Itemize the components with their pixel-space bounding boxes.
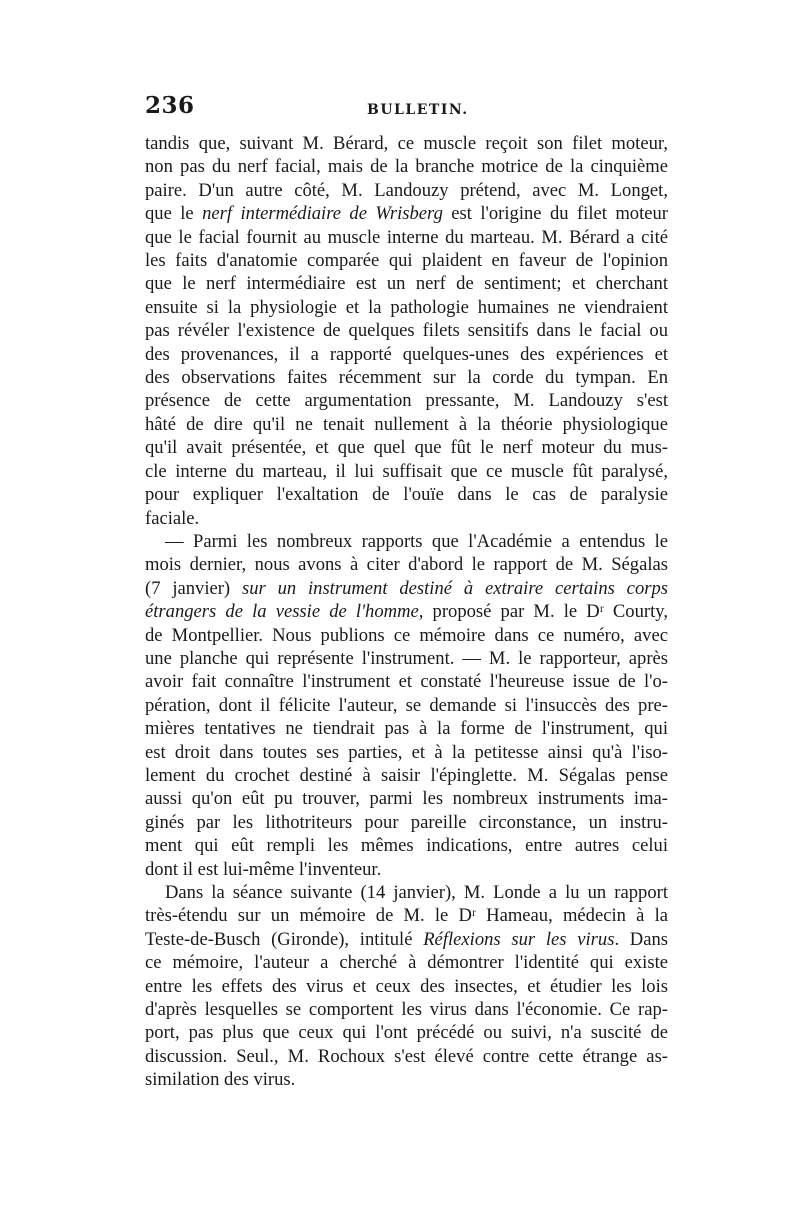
text-line: cle interne du marteau, il lui suffisait que ce muscle fût paralysé, xyxy=(145,460,668,482)
text-line xyxy=(145,928,668,951)
text-run: Teste-de-Busch (Gironde), intitulé xyxy=(145,928,424,950)
text-line: est droit dans toutes ses parties, et à la petitesse ainsi qu'à l'iso- xyxy=(145,741,668,763)
body-text xyxy=(145,132,668,1092)
text-line: une planche qui représente l'instrument. — M. le rapporteur, après xyxy=(145,647,668,669)
text-line: d'après lesquelles se comportent les virus dans l'économie. Ce rap- xyxy=(145,999,668,1021)
text-line: mois dernier, nous avons à citer d'abord le rapport de M. Ségalas xyxy=(145,554,668,576)
page-header xyxy=(145,92,668,132)
text-line: ginés par les lithotriteurs pour pareille circonstance, un instru- xyxy=(145,811,668,833)
text-line: paire. D'un autre côté, M. Landouzy prétend, avec M. Longet, xyxy=(145,179,668,201)
text-run: que le xyxy=(145,203,203,225)
text-line: pour expliquer l'exaltation de l'ouïe dans le cas de paralysie xyxy=(145,484,668,506)
text-line xyxy=(145,577,668,600)
text-line: pas révéler l'existence de quelques filets sensitifs dans le facial ou xyxy=(145,320,668,342)
text-line: non pas du nerf facial, mais de la branche motrice de la cinquième xyxy=(145,156,668,178)
text-line: hâté de dire qu'il ne tenait nullement à la théorie physiologique xyxy=(145,413,668,435)
italic-title: étrangers de la vessie de l'homme, xyxy=(145,601,424,623)
text-run: est l'origine du filet moteur xyxy=(442,203,668,225)
text-run: (7 janvier) xyxy=(145,577,242,599)
text-run: . Dans xyxy=(614,928,669,950)
text-line: ensuite si la physiologie et la pathologie humaines ne viendraient xyxy=(145,296,668,318)
text-line: port, pas plus que ceux qui l'ont précédé ou suivi, n'a suscité de xyxy=(145,1022,668,1044)
text-line: ment qui eût rempli les mêmes indications, entre autres celui xyxy=(145,835,668,857)
text-line: discussion. Seul., M. Rochoux s'est élevé contre cette étrange as- xyxy=(145,1045,668,1067)
text-line: qu'il avait présentée, et que quel que fût le nerf moteur du mus- xyxy=(145,437,668,459)
text-line: lement du crochet destiné à saisir l'épinglette. M. Ségalas pense xyxy=(145,764,668,786)
italic-title: nerf intermédiaire de Wrisberg xyxy=(202,203,443,225)
paragraph xyxy=(145,881,668,1092)
text-line: entre les effets des virus et ceux des insectes, et étudier les lois xyxy=(145,975,668,997)
text-line: très-étendu sur un mémoire de M. le Dʳ Hameau, médecin à la xyxy=(145,905,668,927)
text-line: similation des virus. xyxy=(145,1069,296,1091)
text-line: aussi qu'on eût pu trouver, parmi les nombreux instruments ima- xyxy=(145,788,668,810)
text-line: avoir fait connaître l'instrument et constaté l'heureuse issue de l'o- xyxy=(145,671,668,693)
paragraph xyxy=(145,530,668,881)
text-line: que le nerf intermédiaire est un nerf de sentiment; et cherchant xyxy=(145,273,668,295)
text-line: mières tentatives ne tiendrait pas à la forme de l'instrument, qui xyxy=(145,718,668,740)
text-line: tandis que, suivant M. Bérard, ce muscle reçoit son filet moteur, xyxy=(145,133,668,154)
text-line: des provenances, il a rapporté quelques-unes des expériences et xyxy=(145,343,668,365)
text-line: présence de cette argumentation pressante, M. Landouzy s'est xyxy=(145,390,668,412)
text-line: Dans la séance suivante (14 janvier), M. Londe a lu un rapport xyxy=(165,882,668,903)
text-line: — Parmi les nombreux rapports que l'Académie a entendus le xyxy=(165,530,668,552)
italic-title: Réflexions sur les virus xyxy=(423,928,615,950)
running-head: BULLETIN. xyxy=(367,102,469,118)
paragraph xyxy=(145,132,668,530)
text-line: ce mémoire, l'auteur a cherché à démontrer l'identité qui existe xyxy=(145,952,668,974)
italic-title: sur un instrument destiné à extraire certains corps xyxy=(241,577,669,599)
text-line: dont il est lui-même l'inventeur. xyxy=(145,858,382,880)
page-number: 236 xyxy=(145,92,195,119)
text-line: les faits d'anatomie comparée qui plaident en faveur de l'opinion xyxy=(145,250,668,272)
text-line: des observations faites récemment sur la corde du tympan. En xyxy=(145,367,668,389)
text-line: pération, dont il félicite l'auteur, se demande si l'insuccès des pre- xyxy=(145,694,668,716)
text-run: proposé par M. le Dʳ Courty, xyxy=(423,601,668,623)
text-line: de Montpellier. Nous publions ce mémoire dans ce numéro, avec xyxy=(145,624,668,646)
text-line: que le facial fournit au muscle interne du marteau. M. Bérard a cité xyxy=(145,226,668,248)
text-line: faciale. xyxy=(145,507,200,529)
text-line xyxy=(145,202,668,225)
text-line xyxy=(145,600,668,623)
